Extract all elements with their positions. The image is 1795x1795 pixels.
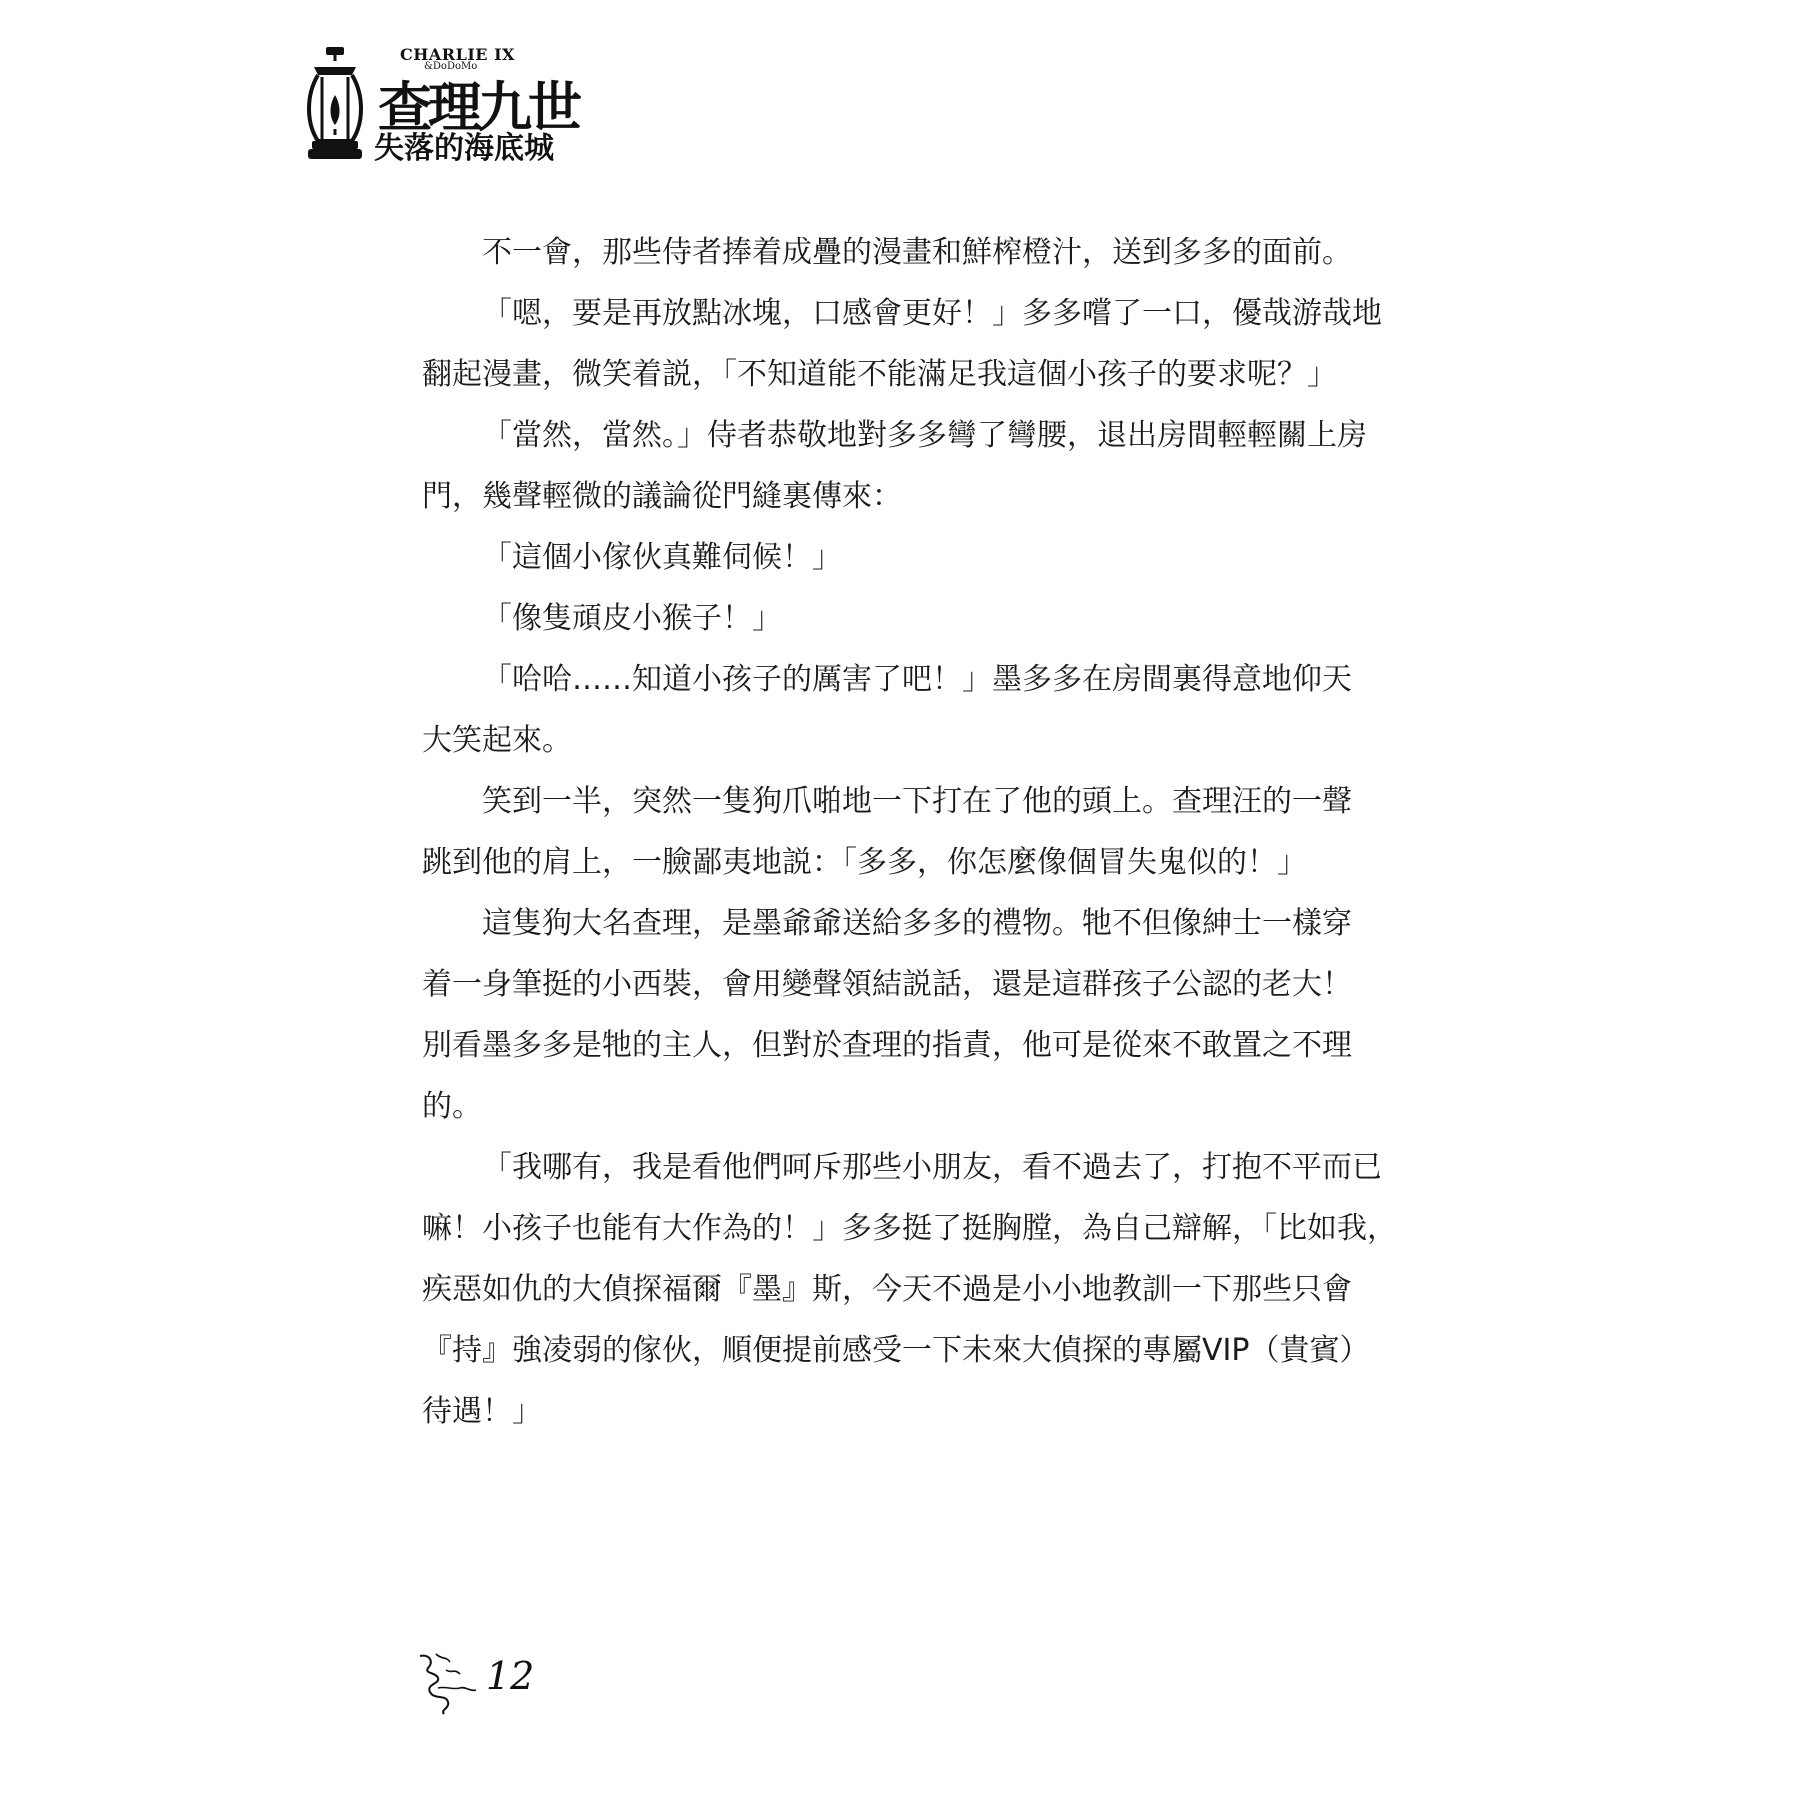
text-line: 疾惡如仇的大偵探福爾『墨』斯，今天不過是小小地教訓一下那些只會 — [422, 1272, 1352, 1307]
text-line: 嘛！小孩子也能有大作為的！」多多挺了挺胸膛，為自己辯解，「比如我， — [422, 1211, 1397, 1246]
brand-chinese-logo: 查理九世 — [378, 75, 578, 139]
brand-english: CHARLIE IX — [400, 45, 515, 64]
body-text — [422, 222, 1397, 1442]
text-line: 別看墨多多是牠的主人，但對於查理的指責，他可是從來不敢置之不理 — [422, 1028, 1352, 1063]
text-line: 笑到一半，突然一隻狗爪啪地一下打在了他的頭上。查理汪的一聲 — [482, 784, 1352, 819]
book-header — [300, 45, 600, 165]
text-line: 着一身筆挺的小西裝，會用變聲領結説話，還是這群孩子公認的老大！ — [422, 967, 1352, 1002]
text-line: 『持』強凌弱的傢伙，順便提前感受一下未來大偵探的專屬VIP（貴賓） — [422, 1333, 1370, 1368]
lantern-icon — [300, 45, 370, 163]
scribble-ornament-icon — [416, 1648, 486, 1718]
text-line: 大笑起來。 — [422, 723, 572, 758]
text-line: 「當然，當然。」侍者恭敬地對多多彎了彎腰，退出房間輕輕關上房 — [482, 418, 1367, 453]
text-line: 「像隻頑皮小猴子！」 — [482, 601, 782, 636]
text-line: 待遇！」 — [422, 1394, 542, 1429]
text-line: 「我哪有，我是看他們呵斥那些小朋友，看不過去了，打抱不平而已 — [482, 1150, 1382, 1185]
text-line: 這隻狗大名查理，是墨爺爺送給多多的禮物。牠不但像紳士一樣穿 — [482, 906, 1352, 941]
text-line: 的。 — [422, 1089, 482, 1124]
text-line: 門，幾聲輕微的議論從門縫裏傳來： — [422, 479, 902, 514]
text-line: 不一會，那些侍者捧着成疊的漫畫和鮮榨橙汁，送到多多的面前。 — [482, 235, 1352, 270]
book-title: 失落的海底城 — [374, 131, 554, 166]
page-footer — [416, 1648, 556, 1718]
text-line: 「哈哈……知道小孩子的厲害了吧！」墨多多在房間裏得意地仰天 — [482, 662, 1352, 697]
text-line: 「這個小傢伙真難伺候！」 — [482, 540, 842, 575]
page-number: 12 — [486, 1654, 535, 1698]
text-line: 跳到他的肩上，一臉鄙夷地説：「多多，你怎麼像個冒失鬼似的！」 — [422, 845, 1307, 880]
brand-subtitle: &DoDoMo — [424, 61, 478, 72]
text-line: 翻起漫畫，微笑着説，「不知道能不能滿足我這個小孩子的要求呢？」 — [422, 357, 1337, 392]
text-line: 「嗯，要是再放點冰塊，口感會更好！」多多嚐了一口，優哉游哉地 — [482, 296, 1382, 331]
